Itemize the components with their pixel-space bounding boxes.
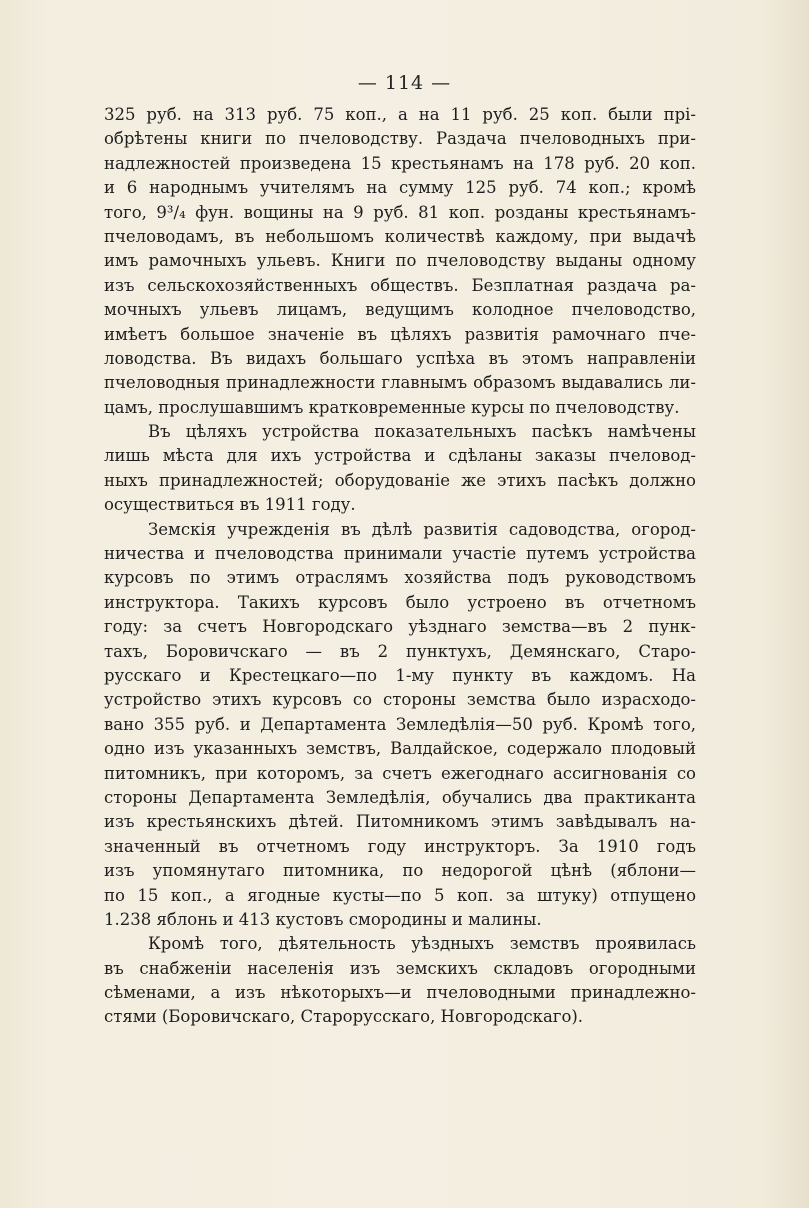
text-line: ничества и пчеловодства принимали участіе путемъ устройства bbox=[104, 544, 696, 564]
text-line: сѣменами, а изъ нѣкоторыхъ—и пчеловодными принадлежно- bbox=[104, 983, 696, 1003]
text-line: питомникъ, при которомъ, за счетъ ежегоднаго ассигнованія со bbox=[104, 763, 696, 783]
text-line: одно изъ указанныхъ земствъ, Валдайское, содержало плодовый bbox=[104, 739, 696, 759]
text-line: Кромѣ того, дѣятельность уѣздныхъ земствъ проявилась bbox=[148, 934, 696, 954]
text-line: лишь мѣста для ихъ устройства и сдѣланы заказы пчеловод- bbox=[104, 446, 696, 466]
text-line: Земскія учрежденія въ дѣлѣ развитія садоводства, огород- bbox=[148, 519, 696, 539]
text-line: изъ упомянутаго питомника, по недорогой цѣнѣ (яблони— bbox=[104, 861, 696, 881]
text-line: пчеловодамъ, въ небольшомъ количествѣ каждому, при выдачѣ bbox=[104, 226, 696, 246]
text-line: году: за счетъ Новгородскаго уѣзднаго земства—въ 2 пунк- bbox=[104, 617, 696, 637]
text-line: курсовъ по этимъ отраслямъ хозяйства подъ руководствомъ bbox=[104, 568, 696, 588]
text-line: 1.238 яблонь и 413 кустовъ смородины и малины. bbox=[104, 909, 542, 929]
text-line: въ снабженіи населенія изъ земскихъ складовъ огородными bbox=[104, 958, 696, 978]
text-line: Въ цѣляхъ устройства показательныхъ пасѣкъ намѣчены bbox=[148, 422, 696, 442]
text-line: по 15 коп., а ягодные кусты—по 5 коп. за штуку) отпущено bbox=[104, 885, 696, 905]
text-line: ловодства. Въ видахъ большаго успѣха въ этомъ направленіи bbox=[104, 348, 696, 368]
text-line: инструктора. Такихъ курсовъ было устроено въ отчетномъ bbox=[104, 592, 696, 612]
paragraph-4 bbox=[104, 932, 696, 1030]
text-line: имъ рамочныхъ ульевъ. Книги по пчеловодству выданы одному bbox=[104, 251, 696, 271]
text-line: надлежностей произведена 15 крестьянамъ на 178 руб. 20 коп. bbox=[104, 153, 696, 173]
paragraph-1 bbox=[104, 103, 696, 420]
text-line: того, 9³/₄ фун. вощины на 9 руб. 81 коп. розданы крестьянамъ- bbox=[104, 202, 696, 222]
text-line: цамъ, прослушавшимъ кратковременные курсы по пчеловодству. bbox=[104, 397, 680, 417]
text-line: вано 355 руб. и Департамента Земледѣлія—50 руб. Кромѣ того, bbox=[104, 714, 696, 734]
text-line: 325 руб. на 313 руб. 75 коп., а на 11 руб. 25 коп. были прі- bbox=[104, 105, 696, 124]
paragraph-2 bbox=[104, 420, 696, 518]
text-line: стями (Боровичскаго, Старорусскаго, Новгородскаго). bbox=[104, 1007, 584, 1027]
text-line: ныхъ принадлежностей; оборудованіе же этихъ пасѣкъ должно bbox=[104, 470, 696, 490]
text-line: значенный въ отчетномъ году инструкторъ. За 1910 годъ bbox=[104, 836, 696, 856]
text-line: устройство этихъ курсовъ со стороны земства было израсходо- bbox=[104, 690, 696, 710]
paragraph-3 bbox=[104, 518, 696, 933]
text-line: русскаго и Крестецкаго—по 1-му пункту въ каждомъ. На bbox=[104, 665, 696, 685]
text-line: мочныхъ ульевъ лицамъ, ведущимъ колодное пчеловодство, bbox=[104, 300, 696, 320]
text-line: обрѣтены книги по пчеловодству. Раздача пчеловодныхъ при- bbox=[104, 129, 696, 149]
text-line: и 6 народнымъ учителямъ на сумму 125 руб. 74 коп.; кромѣ bbox=[104, 178, 696, 198]
text-line: имѣетъ большое значеніе въ цѣляхъ развитія рамочнаго пче- bbox=[104, 324, 696, 344]
text-line: пчеловодныя принадлежности главнымъ образомъ выдавались ли- bbox=[104, 373, 696, 393]
page-number: — 114 — bbox=[357, 72, 452, 94]
text-line: стороны Департамента Земледѣлія, обучались два практиканта bbox=[104, 787, 696, 807]
page-text bbox=[104, 103, 696, 1030]
text-line: тахъ, Боровичскаго — въ 2 пунктухъ, Демянскаго, Старо- bbox=[104, 641, 696, 661]
text-line: осуществиться въ 1911 году. bbox=[104, 495, 356, 515]
text-line: изъ крестьянскихъ дѣтей. Питомникомъ этимъ завѣдывалъ на- bbox=[104, 812, 696, 832]
text-line: изъ сельскохозяйственныхъ обществъ. Безплатная раздача ра- bbox=[104, 275, 696, 295]
